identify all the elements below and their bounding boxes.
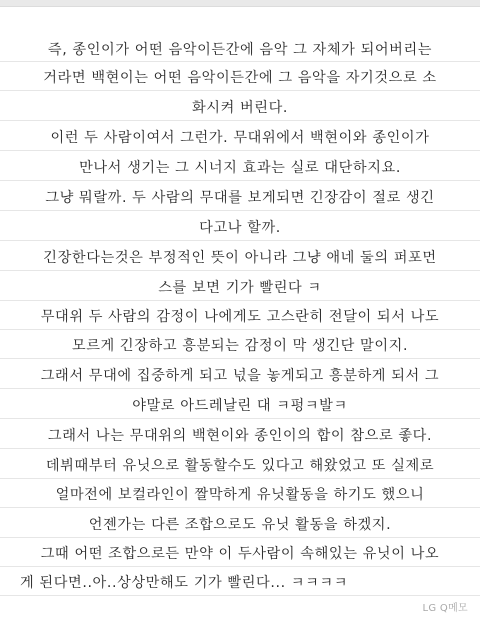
memo-line: 얼마전에 보컬라인이 짤막하게 유닛활동을 하기도 했으니	[55, 487, 425, 503]
memo-line: 그래서 무대에 집중하게 되고 넋을 놓게되고 흥분하게 되서 그	[40, 368, 440, 384]
memo-line: 언젠가는 다른 조합으로도 유닛 활동을 하겠지.	[88, 517, 392, 533]
memo-line: 데뷔때부터 유닛으로 활동할수도 있다고 해왔었고 또 실제로	[45, 458, 435, 474]
memo-line: 그냥 뭐랄까. 두 사람의 무대를 보게되면 긴장감이 절로 생긴	[45, 190, 435, 206]
memo-line: 즉, 종인이가 어떤 음악이든간에 음악 그 자체가 되어버리는	[47, 42, 433, 58]
memo-line: 거라면 백현이는 어떤 음악이든간에 그 음악을 자기것으로 소	[43, 70, 437, 86]
memo-line: 야말로 아드레날린 대 ㅋ펑ㅋ발ㅋ	[132, 398, 348, 414]
memo-page[interactable]	[0, 7, 480, 624]
status-bar	[0, 0, 480, 7]
memo-line: 이런 두 사람이여서 그런가. 무대위에서 백현이와 종인이가	[50, 130, 430, 146]
app-watermark: LG Q메모	[422, 603, 468, 614]
memo-line: 화시켜 버린다.	[191, 100, 289, 116]
memo-line: 다고나 할까.	[199, 220, 281, 236]
memo-line: 긴장한다는것은 부정적인 뜻이 아니라 그냥 애네 둘의 퍼포먼	[43, 250, 437, 266]
memo-line: 만나서 생기는 그 시너지 효과는 실로 대단하지요.	[79, 160, 401, 176]
memo-line: 무대위 두 사람의 감정이 나에게도 고스란히 전달이 되서 나도	[40, 309, 440, 325]
memo-line: 모르게 긴장하고 흥분되는 감정이 막 생긴단 말이지.	[71, 338, 409, 354]
memo-line: 그래서 나는 무대위의 백현이와 종인이의 합이 참으로 좋다.	[47, 428, 433, 444]
memo-line: 게 된다면..아..상상만해도 기가 빨린다... ㅋㅋㅋㅋ	[20, 575, 349, 591]
memo-line: 스를 보면 기가 빨린다 ㅋ	[158, 280, 322, 296]
memo-line: 그때 어떤 조합으로든 만약 이 두사람이 속해있는 유닛이 나오	[40, 546, 440, 562]
